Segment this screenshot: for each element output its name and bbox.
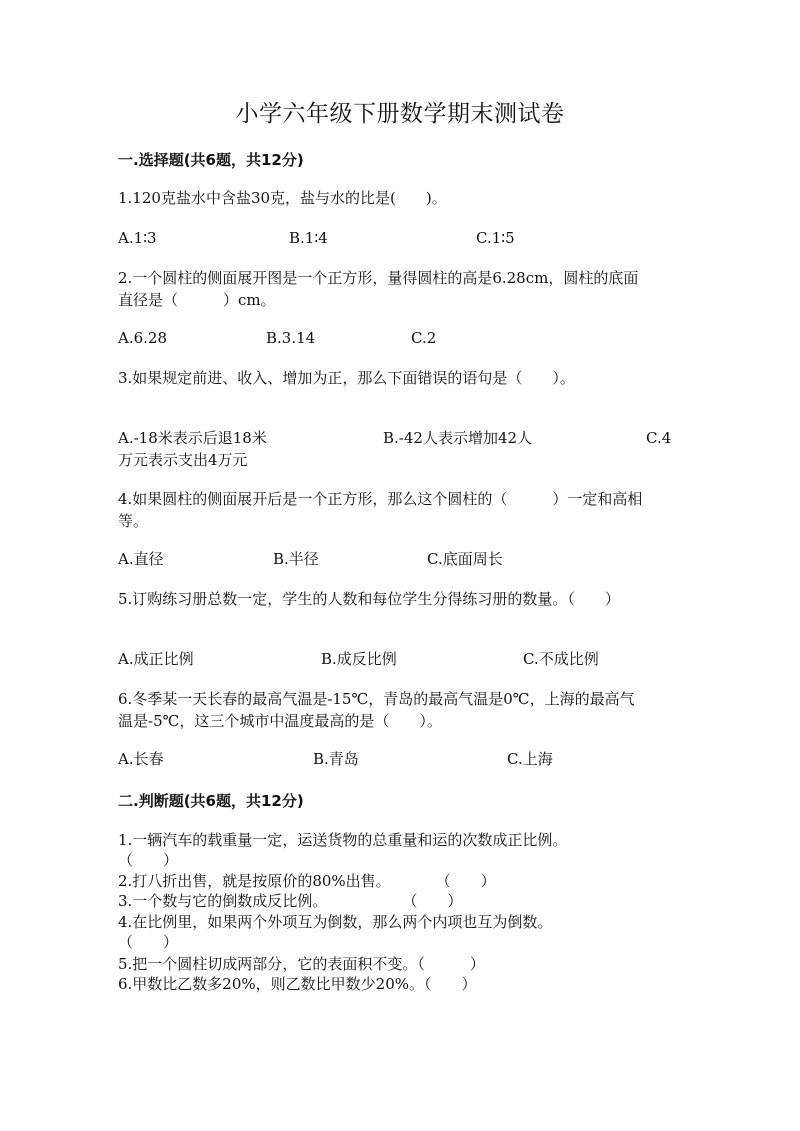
question-4-text-line2: 等。 — [118, 512, 149, 530]
question-3-option-c: C.4 — [646, 429, 672, 447]
question-1-option-c: C.1∶5 — [476, 229, 515, 247]
judgment-line-4-bracket: （ ） — [118, 933, 179, 951]
question-6-option-b: B.青岛 — [313, 750, 359, 768]
question-5-text: 5.订购练习册总数一定，学生的人数和每位学生分得练习册的数量。（ ） — [118, 590, 620, 608]
exam-title: 小学六年级下册数学期末测试卷 — [235, 101, 565, 127]
judgment-line-3: 3.一个数与它的倒数成反比例。 （ ） — [118, 892, 463, 910]
question-4-option-b: B.半径 — [273, 550, 319, 568]
question-2-text-line2: 直径是（ ）cm。 — [118, 291, 276, 309]
section-heading-choice: 一.选择题(共6题，共12分) — [118, 151, 304, 169]
question-2-option-a: A.6.28 — [118, 329, 167, 347]
judgment-line-2: 2.打八折出售，就是按原价的80%出售。 （ ） — [118, 872, 496, 890]
question-1-option-b: B.1∶4 — [289, 229, 328, 247]
question-6-text-line1: 6.冬季某一天长春的最高气温是-15℃，青岛的最高气温是0℃，上海的最高气 — [118, 690, 635, 708]
section-heading-judgment: 二.判断题(共6题，共12分) — [118, 792, 304, 810]
question-2-option-b: B.3.14 — [266, 329, 316, 347]
question-3-option-b: B.-42人表示增加42人 — [383, 429, 533, 447]
question-1-text: 1.120克盐水中含盐30克，盐与水的比是( )。 — [118, 189, 447, 207]
question-3-option-c-continuation: 万元表示支出4万元 — [118, 451, 248, 469]
judgment-line-1-bracket: （ ） — [118, 851, 179, 869]
judgment-line-5: 5.把一个圆柱切成两部分，它的表面积不变。（ ） — [118, 955, 485, 973]
question-6-option-c: C.上海 — [507, 750, 553, 768]
question-6-option-a: A.长春 — [118, 750, 164, 768]
question-3-text: 3.如果规定前进、收入、增加为正，那么下面错误的语句是（ ）。 — [118, 369, 575, 387]
question-5-option-b: B.成反比例 — [321, 650, 397, 668]
question-4-text-line1: 4.如果圆柱的侧面展开后是一个正方形，那么这个圆柱的（ ）一定和高相 — [118, 490, 643, 508]
question-1-option-a: A.1∶3 — [118, 229, 157, 247]
question-2-option-c: C.2 — [411, 329, 437, 347]
question-2-text-line1: 2.一个圆柱的侧面展开图是一个正方形，量得圆柱的高是6.28cm，圆柱的底面 — [118, 269, 639, 287]
judgment-line-1: 1.一辆汽车的载重量一定，运送货物的总重量和运的次数成正比例。 — [118, 831, 568, 849]
question-5-option-c: C.不成比例 — [523, 650, 599, 668]
question-4-option-a: A.直径 — [118, 550, 164, 568]
question-3-option-a: A.-18米表示后退18米 — [118, 429, 267, 447]
judgment-line-6: 6.甲数比乙数多20%，则乙数比甲数少20%。（ ） — [118, 975, 477, 993]
question-5-option-a: A.成正比例 — [118, 650, 194, 668]
question-6-text-line2: 温是-5℃，这三个城市中温度最高的是（ ）。 — [118, 712, 442, 730]
question-4-option-c: C.底面周长 — [427, 550, 503, 568]
judgment-line-4: 4.在比例里，如果两个外项互为倒数，那么两个内项也互为倒数。 — [118, 913, 553, 931]
